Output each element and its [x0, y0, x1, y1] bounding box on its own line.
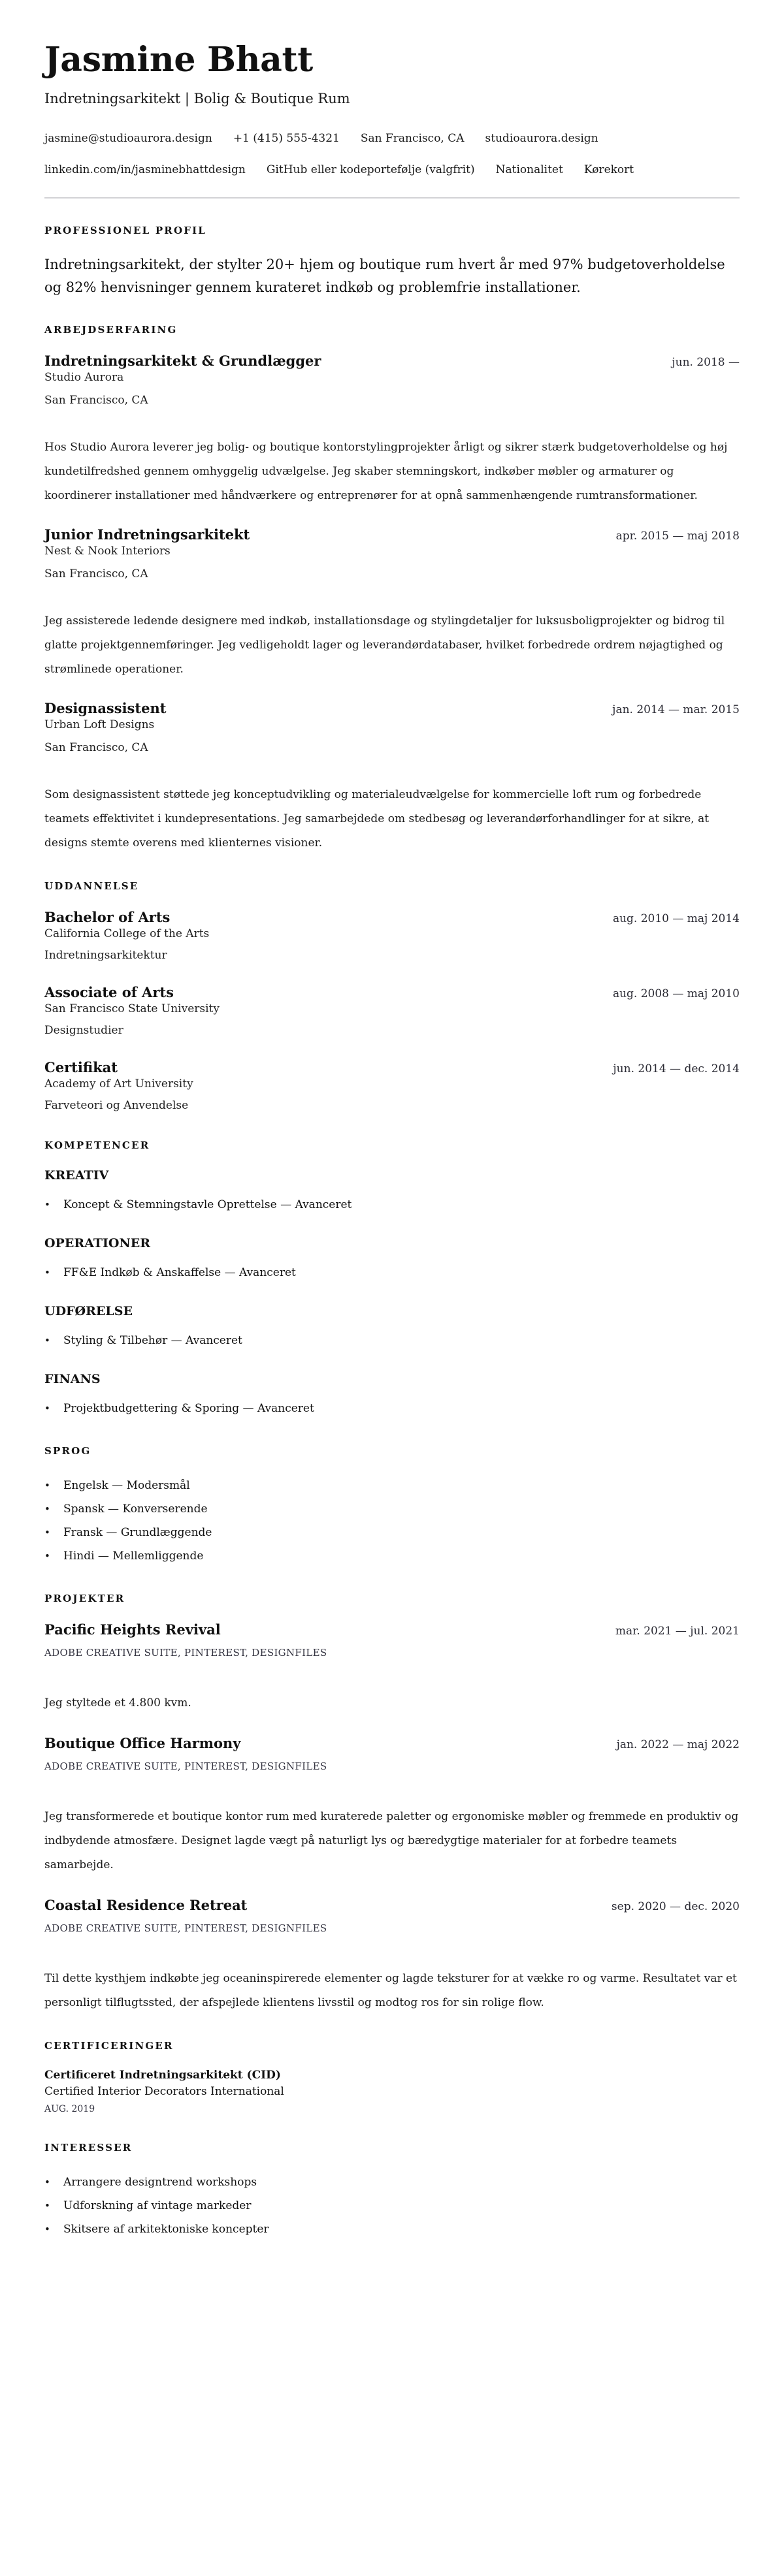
project-name: Pacific Heights Revival — [44, 1621, 221, 1638]
contact-phone[interactable]: +1 (415) 555-4321 — [233, 132, 340, 145]
contact-info — [44, 123, 740, 185]
section-profile — [44, 225, 740, 299]
project-tech: ADOBE CREATIVE SUITE, PINTEREST, DESIGNFILES — [44, 1760, 327, 1772]
experience-entry — [44, 353, 740, 508]
project-description: Jeg styltede et 4.800 kvm. — [44, 1696, 191, 1709]
skill-group — [44, 1236, 740, 1284]
skill-item: • Koncept & Stemningstavle Oprettelse — Avanceret — [44, 1193, 740, 1216]
candidate-name: Jasmine Bhatt — [44, 40, 313, 80]
language-item: • Hindi — Mellemliggende — [44, 1544, 740, 1568]
degree-title: Bachelor of Arts — [44, 909, 171, 925]
job-title: Indretningsarkitekt & Grundlægger — [44, 353, 321, 369]
job-title: Designassistent — [44, 700, 167, 716]
contact-drivers-license: Kørekort — [583, 163, 634, 176]
skill-item: • Projektbudgettering & Sporing — Avanceret — [44, 1397, 740, 1420]
section-education — [44, 880, 740, 1115]
skill-item: • Styling & Tilbehør — Avanceret — [44, 1329, 740, 1352]
section-title: UDDANNELSE — [44, 880, 139, 892]
certification-date: AUG. 2019 — [44, 2104, 95, 2114]
contact-location: San Francisco, CA — [360, 132, 465, 145]
experience-entry — [44, 526, 740, 682]
contact-linkedin[interactable]: linkedin.com/in/jasminebhattdesign — [44, 163, 246, 176]
interest-item: • Skitsere af arkitektoniske koncepter — [44, 2218, 740, 2241]
section-interests — [44, 2142, 740, 2241]
education-entry — [44, 909, 740, 964]
education-entry — [44, 984, 740, 1040]
project-name: Boutique Office Harmony — [44, 1735, 241, 1751]
section-skills — [44, 1139, 740, 1420]
section-languages — [44, 1445, 740, 1568]
project-tech: ADOBE CREATIVE SUITE, PINTEREST, DESIGNFILES — [44, 1647, 327, 1659]
project-dates: sep. 2020 — dec. 2020 — [611, 1900, 740, 1913]
skill-group — [44, 1168, 740, 1216]
degree-title: Associate of Arts — [44, 984, 174, 1000]
degree-title: Certifikat — [44, 1059, 118, 1075]
project-dates: jan. 2022 — maj 2022 — [616, 1738, 740, 1751]
project-tech: ADOBE CREATIVE SUITE, PINTEREST, DESIGNFILES — [44, 1922, 327, 1934]
project-description: Til dette kysthjem indkøbte jeg oceaninspirerede elementer og lagde teksturer for at vække ro og varme. Resultatet var et personligt tilflugtssted, der afspejlede klientens livsstil og modtog ros for sin rolige flow. — [44, 1972, 737, 2009]
skill-group-title: OPERATIONER — [44, 1236, 151, 1250]
section-title: ARBEJDSERFARING — [44, 324, 178, 336]
project-description: Jeg transformerede et boutique kontor rum med kuraterede paletter og ergonomiske møbler og fremmede en produktiv og indbydende atmosfære. Designet lagde vægt på naturligt lys og bæredygtige materialer for at forbedre teamets samarbejde. — [44, 1810, 739, 1871]
certification-entry — [44, 2069, 740, 2117]
education-entry — [44, 1059, 740, 1115]
language-item: • Spansk — Konverserende — [44, 1497, 740, 1521]
section-title: INTERESSER — [44, 2142, 133, 2154]
section-title: KOMPETENCER — [44, 1139, 150, 1151]
school-name: San Francisco State University — [44, 1002, 220, 1015]
job-dates: jan. 2014 — mar. 2015 — [612, 703, 740, 716]
certification-name: Certificeret Indretningsarkitekt (CID) — [44, 2069, 281, 2082]
experience-entry — [44, 700, 740, 855]
school-name: Academy of Art University — [44, 1077, 193, 1090]
job-location: San Francisco, CA — [44, 394, 148, 407]
section-title: PROFESSIONEL PROFIL — [44, 225, 207, 236]
project-entry — [44, 1735, 740, 1877]
field-of-study: Indretningsarkitektur — [44, 949, 167, 962]
skill-group — [44, 1372, 740, 1420]
job-dates: apr. 2015 — maj 2018 — [615, 530, 740, 543]
project-entry — [44, 1621, 740, 1715]
job-location: San Francisco, CA — [44, 741, 148, 754]
section-title: SPROG — [44, 1445, 91, 1457]
education-dates: aug. 2008 — maj 2010 — [612, 987, 740, 1000]
language-item: • Fransk — Grundlæggende — [44, 1521, 740, 1544]
section-title: PROJEKTER — [44, 1593, 125, 1604]
field-of-study: Farveteori og Anvendelse — [44, 1099, 189, 1112]
skill-item: • FF&E Indkøb & Anskaffelse — Avanceret — [44, 1261, 740, 1284]
school-name: California College of the Arts — [44, 927, 210, 940]
contact-github: GitHub eller kodeportefølje (valgfrit) — [266, 163, 475, 176]
language-item: • Engelsk — Modersmål — [44, 1474, 740, 1497]
section-experience — [44, 324, 740, 855]
skill-group-title: FINANS — [44, 1372, 101, 1386]
certification-issuer: Certified Interior Decorators International — [44, 2085, 284, 2098]
section-title: CERTIFICERINGER — [44, 2040, 174, 2052]
resume-header — [44, 37, 740, 185]
job-location: San Francisco, CA — [44, 567, 148, 580]
job-company: Studio Aurora — [44, 371, 124, 384]
job-description: Som designassistent støttede jeg konceptudvikling og materialeudvælgelse for kommercielle loft rum og forbedrede teamets effektivitet i kundepresentations. Jeg samarbejdede om stedbesøg og leverandørforhandlinger for at sikre, at designs stemte overens med klienternes visioner. — [44, 788, 710, 850]
profile-summary: Indretningsarkitekt, der stylter 20+ hjem og boutique rum hvert år med 97% budgetoverholdelse og 82% henvisninger gennem kurateret indkøb og problemfrie installationer. — [44, 257, 725, 295]
job-description: Hos Studio Aurora leverer jeg bolig- og boutique kontorstylingprojekter årligt og sikrer stærk budgetoverholdelse og høj kundetilfredshed gennem omhyggelig udvælgelse. Jeg skaber stemningskort, indkøber møbler og armaturer og koordinerer installationer med håndværkere og entreprenører for at opnå sammenhængende rumtransformationer. — [44, 441, 728, 502]
contact-website[interactable]: studioaurora.design — [485, 132, 598, 145]
section-certifications — [44, 2040, 740, 2117]
job-description: Jeg assisterede ledende designere med indkøb, installationsdage og stylingdetaljer for luksusboligprojekter og bidrog til glatte projektgennemføringer. Jeg vedligeholdt lager og leverandørdatabaser, hvilket forbedrede ordrem nøjagtighed og strømlinede operationer. — [44, 614, 725, 676]
contact-nationality: Nationalitet — [495, 163, 563, 176]
interest-item: • Udforskning af vintage markeder — [44, 2194, 740, 2218]
education-dates: jun. 2014 — dec. 2014 — [613, 1062, 740, 1075]
job-title: Junior Indretningsarkitekt — [44, 526, 250, 543]
education-dates: aug. 2010 — maj 2014 — [612, 912, 740, 925]
skill-group-title: KREATIV — [44, 1168, 109, 1183]
skill-group-title: UDFØRELSE — [44, 1304, 133, 1318]
job-company: Nest & Nook Interiors — [44, 545, 171, 558]
project-dates: mar. 2021 — jul. 2021 — [615, 1625, 740, 1638]
field-of-study: Designstudier — [44, 1024, 123, 1037]
skill-group — [44, 1304, 740, 1352]
candidate-headline: Indretningsarkitekt | Bolig & Boutique Rum — [44, 91, 350, 106]
job-dates: jun. 2018 — — [672, 356, 740, 369]
interest-item: • Arrangere designtrend workshops — [44, 2171, 740, 2194]
project-name: Coastal Residence Retreat — [44, 1897, 248, 1913]
contact-email[interactable]: jasmine@studioaurora.design — [44, 132, 212, 145]
project-entry — [44, 1897, 740, 2015]
section-projects — [44, 1593, 740, 2015]
header-divider — [44, 197, 740, 199]
job-company: Urban Loft Designs — [44, 718, 155, 731]
